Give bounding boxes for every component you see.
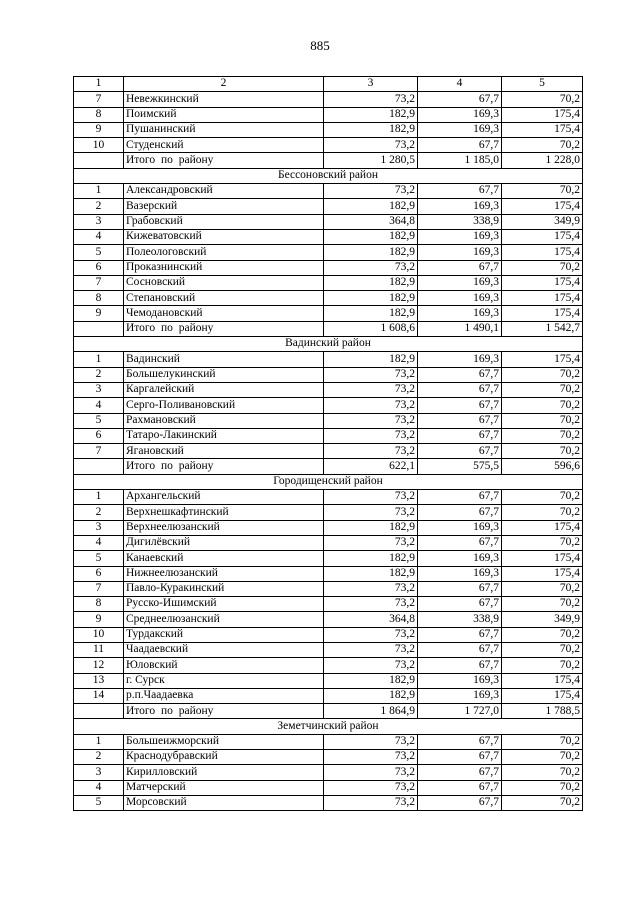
value-col-4: 67,7 bbox=[418, 398, 502, 413]
value-col-4: 169,3 bbox=[418, 122, 502, 137]
settlement-name: Кижеватовский bbox=[124, 229, 324, 244]
row-number: 7 bbox=[74, 92, 124, 107]
table-row bbox=[74, 413, 583, 428]
settlement-name: Проказнинский bbox=[124, 260, 324, 275]
row-number: 8 bbox=[74, 597, 124, 612]
settlement-name: г. Сурск bbox=[124, 673, 324, 688]
value-col-3: 73,2 bbox=[324, 398, 418, 413]
table-row bbox=[74, 795, 583, 810]
row-number: 5 bbox=[74, 795, 124, 810]
settlement-name: Краснодубравский bbox=[124, 750, 324, 765]
value-col-3: 182,9 bbox=[324, 566, 418, 581]
value-col-3: 73,2 bbox=[324, 765, 418, 780]
value-col-3: 182,9 bbox=[324, 291, 418, 306]
row-number: 6 bbox=[74, 566, 124, 581]
value-col-3: 73,2 bbox=[324, 627, 418, 642]
row-number: 4 bbox=[74, 229, 124, 244]
table-row bbox=[74, 306, 583, 321]
section-header-row bbox=[74, 337, 583, 352]
row-number: 9 bbox=[74, 306, 124, 321]
settlement-name: Верхнешкафтинский bbox=[124, 505, 324, 520]
value-col-4: 67,7 bbox=[418, 92, 502, 107]
value-col-4: 169,3 bbox=[418, 107, 502, 122]
value-col-5: 70,2 bbox=[502, 581, 583, 596]
row-number: 9 bbox=[74, 122, 124, 137]
value-col-4: 67,7 bbox=[418, 490, 502, 505]
value-col-5: 70,2 bbox=[502, 795, 583, 810]
row-number: 4 bbox=[74, 398, 124, 413]
row-number: 7 bbox=[74, 275, 124, 290]
value-col-3: 73,2 bbox=[324, 597, 418, 612]
value-col-3: 182,9 bbox=[324, 122, 418, 137]
table-body bbox=[74, 77, 583, 811]
table-row bbox=[74, 551, 583, 566]
settlement-name: р.п.Чаадаевка bbox=[124, 688, 324, 703]
row-number: 3 bbox=[74, 382, 124, 397]
value-col-5: 175,4 bbox=[502, 107, 583, 122]
value-col-4: 169,3 bbox=[418, 566, 502, 581]
value-col-5: 175,4 bbox=[502, 306, 583, 321]
value-col-3: 182,9 bbox=[324, 551, 418, 566]
value-col-5: 70,2 bbox=[502, 658, 583, 673]
row-number: 2 bbox=[74, 750, 124, 765]
value-col-4: 169,3 bbox=[418, 229, 502, 244]
row-number: 12 bbox=[74, 658, 124, 673]
row-number: 10 bbox=[74, 627, 124, 642]
value-col-4: 67,7 bbox=[418, 795, 502, 810]
row-number: 14 bbox=[74, 688, 124, 703]
value-col-4: 169,3 bbox=[418, 291, 502, 306]
table-row bbox=[74, 597, 583, 612]
settlement-name: Кирилловский bbox=[124, 765, 324, 780]
value-col-3: 182,9 bbox=[324, 199, 418, 214]
row-number: 8 bbox=[74, 107, 124, 122]
value-col-5: 70,2 bbox=[502, 535, 583, 550]
value-col-4: 1 727,0 bbox=[418, 704, 502, 719]
table-row bbox=[74, 444, 583, 459]
settlement-name: Большелукинский bbox=[124, 367, 324, 382]
page-number: 885 bbox=[310, 38, 330, 53]
value-col-3: 73,2 bbox=[324, 795, 418, 810]
value-col-3: 182,9 bbox=[324, 229, 418, 244]
row-number: 13 bbox=[74, 673, 124, 688]
value-col-5: 70,2 bbox=[502, 428, 583, 443]
value-col-3: 73,2 bbox=[324, 750, 418, 765]
value-col-3: 182,9 bbox=[324, 688, 418, 703]
value-col-3: 73,2 bbox=[324, 642, 418, 657]
settlement-name: Морсовский bbox=[124, 795, 324, 810]
table-row bbox=[74, 199, 583, 214]
value-col-5: 596,6 bbox=[502, 459, 583, 474]
value-col-3: 73,2 bbox=[324, 444, 418, 459]
value-col-5: 349,9 bbox=[502, 214, 583, 229]
value-col-5: 175,4 bbox=[502, 122, 583, 137]
row-number: 2 bbox=[74, 505, 124, 520]
value-col-5: 349,9 bbox=[502, 612, 583, 627]
settlement-name: Ягановский bbox=[124, 444, 324, 459]
value-col-4: 67,7 bbox=[418, 581, 502, 596]
value-col-4: 67,7 bbox=[418, 535, 502, 550]
row-number: 2 bbox=[74, 199, 124, 214]
value-col-4: 169,3 bbox=[418, 306, 502, 321]
value-col-5: 70,2 bbox=[502, 260, 583, 275]
value-col-4: 1 185,0 bbox=[418, 153, 502, 168]
value-col-4: 338,9 bbox=[418, 612, 502, 627]
header-cell-2: 2 bbox=[124, 77, 324, 92]
value-col-4: 169,3 bbox=[418, 275, 502, 290]
value-col-5: 70,2 bbox=[502, 367, 583, 382]
value-col-3: 73,2 bbox=[324, 138, 418, 153]
value-col-3: 1 608,6 bbox=[324, 321, 418, 336]
value-col-4: 1 490,1 bbox=[418, 321, 502, 336]
total-row bbox=[74, 321, 583, 336]
section-title: Городищенский район bbox=[74, 474, 583, 489]
row-number bbox=[74, 459, 124, 474]
value-col-4: 169,3 bbox=[418, 352, 502, 367]
row-number: 1 bbox=[74, 352, 124, 367]
settlement-name: Среднеелюзанский bbox=[124, 612, 324, 627]
table-row bbox=[74, 673, 583, 688]
total-row bbox=[74, 153, 583, 168]
value-col-3: 364,8 bbox=[324, 612, 418, 627]
row-number: 2 bbox=[74, 367, 124, 382]
table-row bbox=[74, 490, 583, 505]
value-col-3: 1 864,9 bbox=[324, 704, 418, 719]
table-row bbox=[74, 291, 583, 306]
table-row bbox=[74, 275, 583, 290]
row-number bbox=[74, 321, 124, 336]
table-row bbox=[74, 245, 583, 260]
row-number: 9 bbox=[74, 612, 124, 627]
settlement-name: Невежкинский bbox=[124, 92, 324, 107]
settlement-name: Степановский bbox=[124, 291, 324, 306]
settlement-name: Поимский bbox=[124, 107, 324, 122]
value-col-4: 67,7 bbox=[418, 382, 502, 397]
table-row bbox=[74, 642, 583, 657]
value-col-5: 70,2 bbox=[502, 627, 583, 642]
value-col-3: 1 280,5 bbox=[324, 153, 418, 168]
table-row bbox=[74, 214, 583, 229]
table-row bbox=[74, 352, 583, 367]
value-col-4: 67,7 bbox=[418, 505, 502, 520]
value-col-4: 169,3 bbox=[418, 520, 502, 535]
value-col-3: 73,2 bbox=[324, 184, 418, 199]
value-col-3: 182,9 bbox=[324, 107, 418, 122]
row-number: 4 bbox=[74, 535, 124, 550]
table-row bbox=[74, 505, 583, 520]
value-col-5: 70,2 bbox=[502, 734, 583, 749]
table-row bbox=[74, 734, 583, 749]
value-col-4: 169,3 bbox=[418, 199, 502, 214]
value-col-3: 73,2 bbox=[324, 382, 418, 397]
value-col-3: 182,9 bbox=[324, 245, 418, 260]
settlement-name: Дигилёвский bbox=[124, 535, 324, 550]
settlement-name: Чаадаевский bbox=[124, 642, 324, 657]
value-col-4: 67,7 bbox=[418, 627, 502, 642]
value-col-4: 67,7 bbox=[418, 597, 502, 612]
value-col-4: 67,7 bbox=[418, 413, 502, 428]
value-col-4: 67,7 bbox=[418, 750, 502, 765]
value-col-5: 70,2 bbox=[502, 765, 583, 780]
value-col-5: 70,2 bbox=[502, 780, 583, 795]
value-col-5: 70,2 bbox=[502, 597, 583, 612]
table-row bbox=[74, 627, 583, 642]
value-col-4: 338,9 bbox=[418, 214, 502, 229]
value-col-5: 70,2 bbox=[502, 138, 583, 153]
value-col-3: 73,2 bbox=[324, 505, 418, 520]
value-col-3: 182,9 bbox=[324, 673, 418, 688]
value-col-5: 175,4 bbox=[502, 352, 583, 367]
row-number: 1 bbox=[74, 490, 124, 505]
settlement-name: Юловский bbox=[124, 658, 324, 673]
table-row bbox=[74, 138, 583, 153]
section-title: Бессоновский район bbox=[74, 168, 583, 183]
value-col-5: 70,2 bbox=[502, 750, 583, 765]
value-col-4: 67,7 bbox=[418, 260, 502, 275]
row-number: 5 bbox=[74, 551, 124, 566]
row-number bbox=[74, 704, 124, 719]
value-col-5: 70,2 bbox=[502, 642, 583, 657]
total-label: Итого по району bbox=[124, 459, 324, 474]
settlement-name: Пушанинский bbox=[124, 122, 324, 137]
value-col-3: 73,2 bbox=[324, 581, 418, 596]
row-number: 10 bbox=[74, 138, 124, 153]
section-header-row bbox=[74, 168, 583, 183]
row-number: 1 bbox=[74, 184, 124, 199]
settlement-name: Грабовский bbox=[124, 214, 324, 229]
table-row bbox=[74, 367, 583, 382]
table-row bbox=[74, 428, 583, 443]
settlement-name: Сосновский bbox=[124, 275, 324, 290]
value-col-5: 175,4 bbox=[502, 245, 583, 260]
section-title: Земетчинский район bbox=[74, 719, 583, 734]
table-row bbox=[74, 184, 583, 199]
value-col-5: 175,4 bbox=[502, 566, 583, 581]
value-col-5: 70,2 bbox=[502, 382, 583, 397]
total-label: Итого по району bbox=[124, 321, 324, 336]
value-col-5: 175,4 bbox=[502, 291, 583, 306]
value-col-5: 70,2 bbox=[502, 398, 583, 413]
table-row bbox=[74, 566, 583, 581]
settlement-name: Турдакский bbox=[124, 627, 324, 642]
value-col-3: 73,2 bbox=[324, 260, 418, 275]
value-col-5: 175,4 bbox=[502, 688, 583, 703]
table-row bbox=[74, 92, 583, 107]
row-number: 7 bbox=[74, 444, 124, 459]
settlement-name: Архангельский bbox=[124, 490, 324, 505]
header-cell-5: 5 bbox=[502, 77, 583, 92]
settlement-name: Верхнеелюзанский bbox=[124, 520, 324, 535]
value-col-3: 73,2 bbox=[324, 535, 418, 550]
table-row bbox=[74, 612, 583, 627]
table-row bbox=[74, 382, 583, 397]
settlement-name: Канаевский bbox=[124, 551, 324, 566]
settlement-name: Студенский bbox=[124, 138, 324, 153]
total-label: Итого по району bbox=[124, 153, 324, 168]
header-cell-1: 1 bbox=[74, 77, 124, 92]
value-col-4: 169,3 bbox=[418, 551, 502, 566]
settlement-name: Серго-Поливановский bbox=[124, 398, 324, 413]
value-col-3: 182,9 bbox=[324, 306, 418, 321]
table-row bbox=[74, 765, 583, 780]
value-col-4: 67,7 bbox=[418, 428, 502, 443]
row-number: 1 bbox=[74, 734, 124, 749]
table-row bbox=[74, 107, 583, 122]
table-row bbox=[74, 688, 583, 703]
value-col-3: 182,9 bbox=[324, 275, 418, 290]
row-number bbox=[74, 153, 124, 168]
settlement-name: Павло-Куракинский bbox=[124, 581, 324, 596]
row-number: 3 bbox=[74, 765, 124, 780]
value-col-5: 70,2 bbox=[502, 184, 583, 199]
table-row bbox=[74, 535, 583, 550]
value-col-4: 67,7 bbox=[418, 658, 502, 673]
value-col-5: 175,4 bbox=[502, 199, 583, 214]
total-row bbox=[74, 704, 583, 719]
section-header-row bbox=[74, 474, 583, 489]
value-col-4: 67,7 bbox=[418, 765, 502, 780]
settlement-name: Вадинский bbox=[124, 352, 324, 367]
table-row bbox=[74, 229, 583, 244]
total-label: Итого по району bbox=[124, 704, 324, 719]
settlement-name: Матчерский bbox=[124, 780, 324, 795]
settlement-name: Чемодановский bbox=[124, 306, 324, 321]
value-col-3: 622,1 bbox=[324, 459, 418, 474]
settlement-name: Вазерский bbox=[124, 199, 324, 214]
settlement-name: Рахмановский bbox=[124, 413, 324, 428]
row-number: 4 bbox=[74, 780, 124, 795]
value-col-4: 67,7 bbox=[418, 780, 502, 795]
total-row bbox=[74, 459, 583, 474]
value-col-3: 73,2 bbox=[324, 92, 418, 107]
value-col-4: 67,7 bbox=[418, 367, 502, 382]
settlement-name: Полеологовский bbox=[124, 245, 324, 260]
row-number: 7 bbox=[74, 581, 124, 596]
table-row bbox=[74, 398, 583, 413]
value-col-3: 73,2 bbox=[324, 780, 418, 795]
table-row bbox=[74, 581, 583, 596]
value-col-5: 70,2 bbox=[502, 444, 583, 459]
table-row bbox=[74, 750, 583, 765]
header-cell-4: 4 bbox=[418, 77, 502, 92]
settlement-name: Большеижморский bbox=[124, 734, 324, 749]
value-col-3: 182,9 bbox=[324, 352, 418, 367]
value-col-5: 70,2 bbox=[502, 92, 583, 107]
row-number: 6 bbox=[74, 428, 124, 443]
value-col-5: 175,4 bbox=[502, 275, 583, 290]
section-header-row bbox=[74, 719, 583, 734]
row-number: 5 bbox=[74, 413, 124, 428]
value-col-4: 169,3 bbox=[418, 688, 502, 703]
table-row bbox=[74, 780, 583, 795]
value-col-5: 70,2 bbox=[502, 413, 583, 428]
row-number: 5 bbox=[74, 245, 124, 260]
row-number: 6 bbox=[74, 260, 124, 275]
value-col-3: 73,2 bbox=[324, 413, 418, 428]
value-col-4: 169,3 bbox=[418, 673, 502, 688]
row-number: 3 bbox=[74, 214, 124, 229]
row-number: 11 bbox=[74, 642, 124, 657]
row-number: 8 bbox=[74, 291, 124, 306]
value-col-5: 70,2 bbox=[502, 490, 583, 505]
value-col-3: 73,2 bbox=[324, 658, 418, 673]
settlement-name: Русско-Ишимский bbox=[124, 597, 324, 612]
value-col-4: 575,5 bbox=[418, 459, 502, 474]
row-number: 3 bbox=[74, 520, 124, 535]
allocation-table bbox=[73, 76, 583, 811]
section-title: Вадинский район bbox=[74, 337, 583, 352]
value-col-4: 67,7 bbox=[418, 642, 502, 657]
value-col-3: 73,2 bbox=[324, 490, 418, 505]
settlement-name: Александровский bbox=[124, 184, 324, 199]
value-col-4: 67,7 bbox=[418, 734, 502, 749]
table-row bbox=[74, 658, 583, 673]
value-col-5: 175,4 bbox=[502, 551, 583, 566]
value-col-3: 182,9 bbox=[324, 520, 418, 535]
header-row bbox=[74, 77, 583, 92]
settlement-name: Нижнеелюзанский bbox=[124, 566, 324, 581]
value-col-4: 169,3 bbox=[418, 245, 502, 260]
settlement-name: Каргалейский bbox=[124, 382, 324, 397]
value-col-5: 1 788,5 bbox=[502, 704, 583, 719]
value-col-3: 73,2 bbox=[324, 428, 418, 443]
value-col-3: 73,2 bbox=[324, 734, 418, 749]
value-col-5: 175,4 bbox=[502, 520, 583, 535]
header-cell-3: 3 bbox=[324, 77, 418, 92]
value-col-4: 67,7 bbox=[418, 184, 502, 199]
table-row bbox=[74, 520, 583, 535]
value-col-5: 175,4 bbox=[502, 229, 583, 244]
value-col-5: 70,2 bbox=[502, 505, 583, 520]
value-col-4: 67,7 bbox=[418, 444, 502, 459]
settlement-name: Татаро-Лакинский bbox=[124, 428, 324, 443]
value-col-3: 364,8 bbox=[324, 214, 418, 229]
table-row bbox=[74, 260, 583, 275]
value-col-5: 1 228,0 bbox=[502, 153, 583, 168]
value-col-5: 175,4 bbox=[502, 673, 583, 688]
value-col-4: 67,7 bbox=[418, 138, 502, 153]
value-col-3: 73,2 bbox=[324, 367, 418, 382]
value-col-5: 1 542,7 bbox=[502, 321, 583, 336]
table-row bbox=[74, 122, 583, 137]
